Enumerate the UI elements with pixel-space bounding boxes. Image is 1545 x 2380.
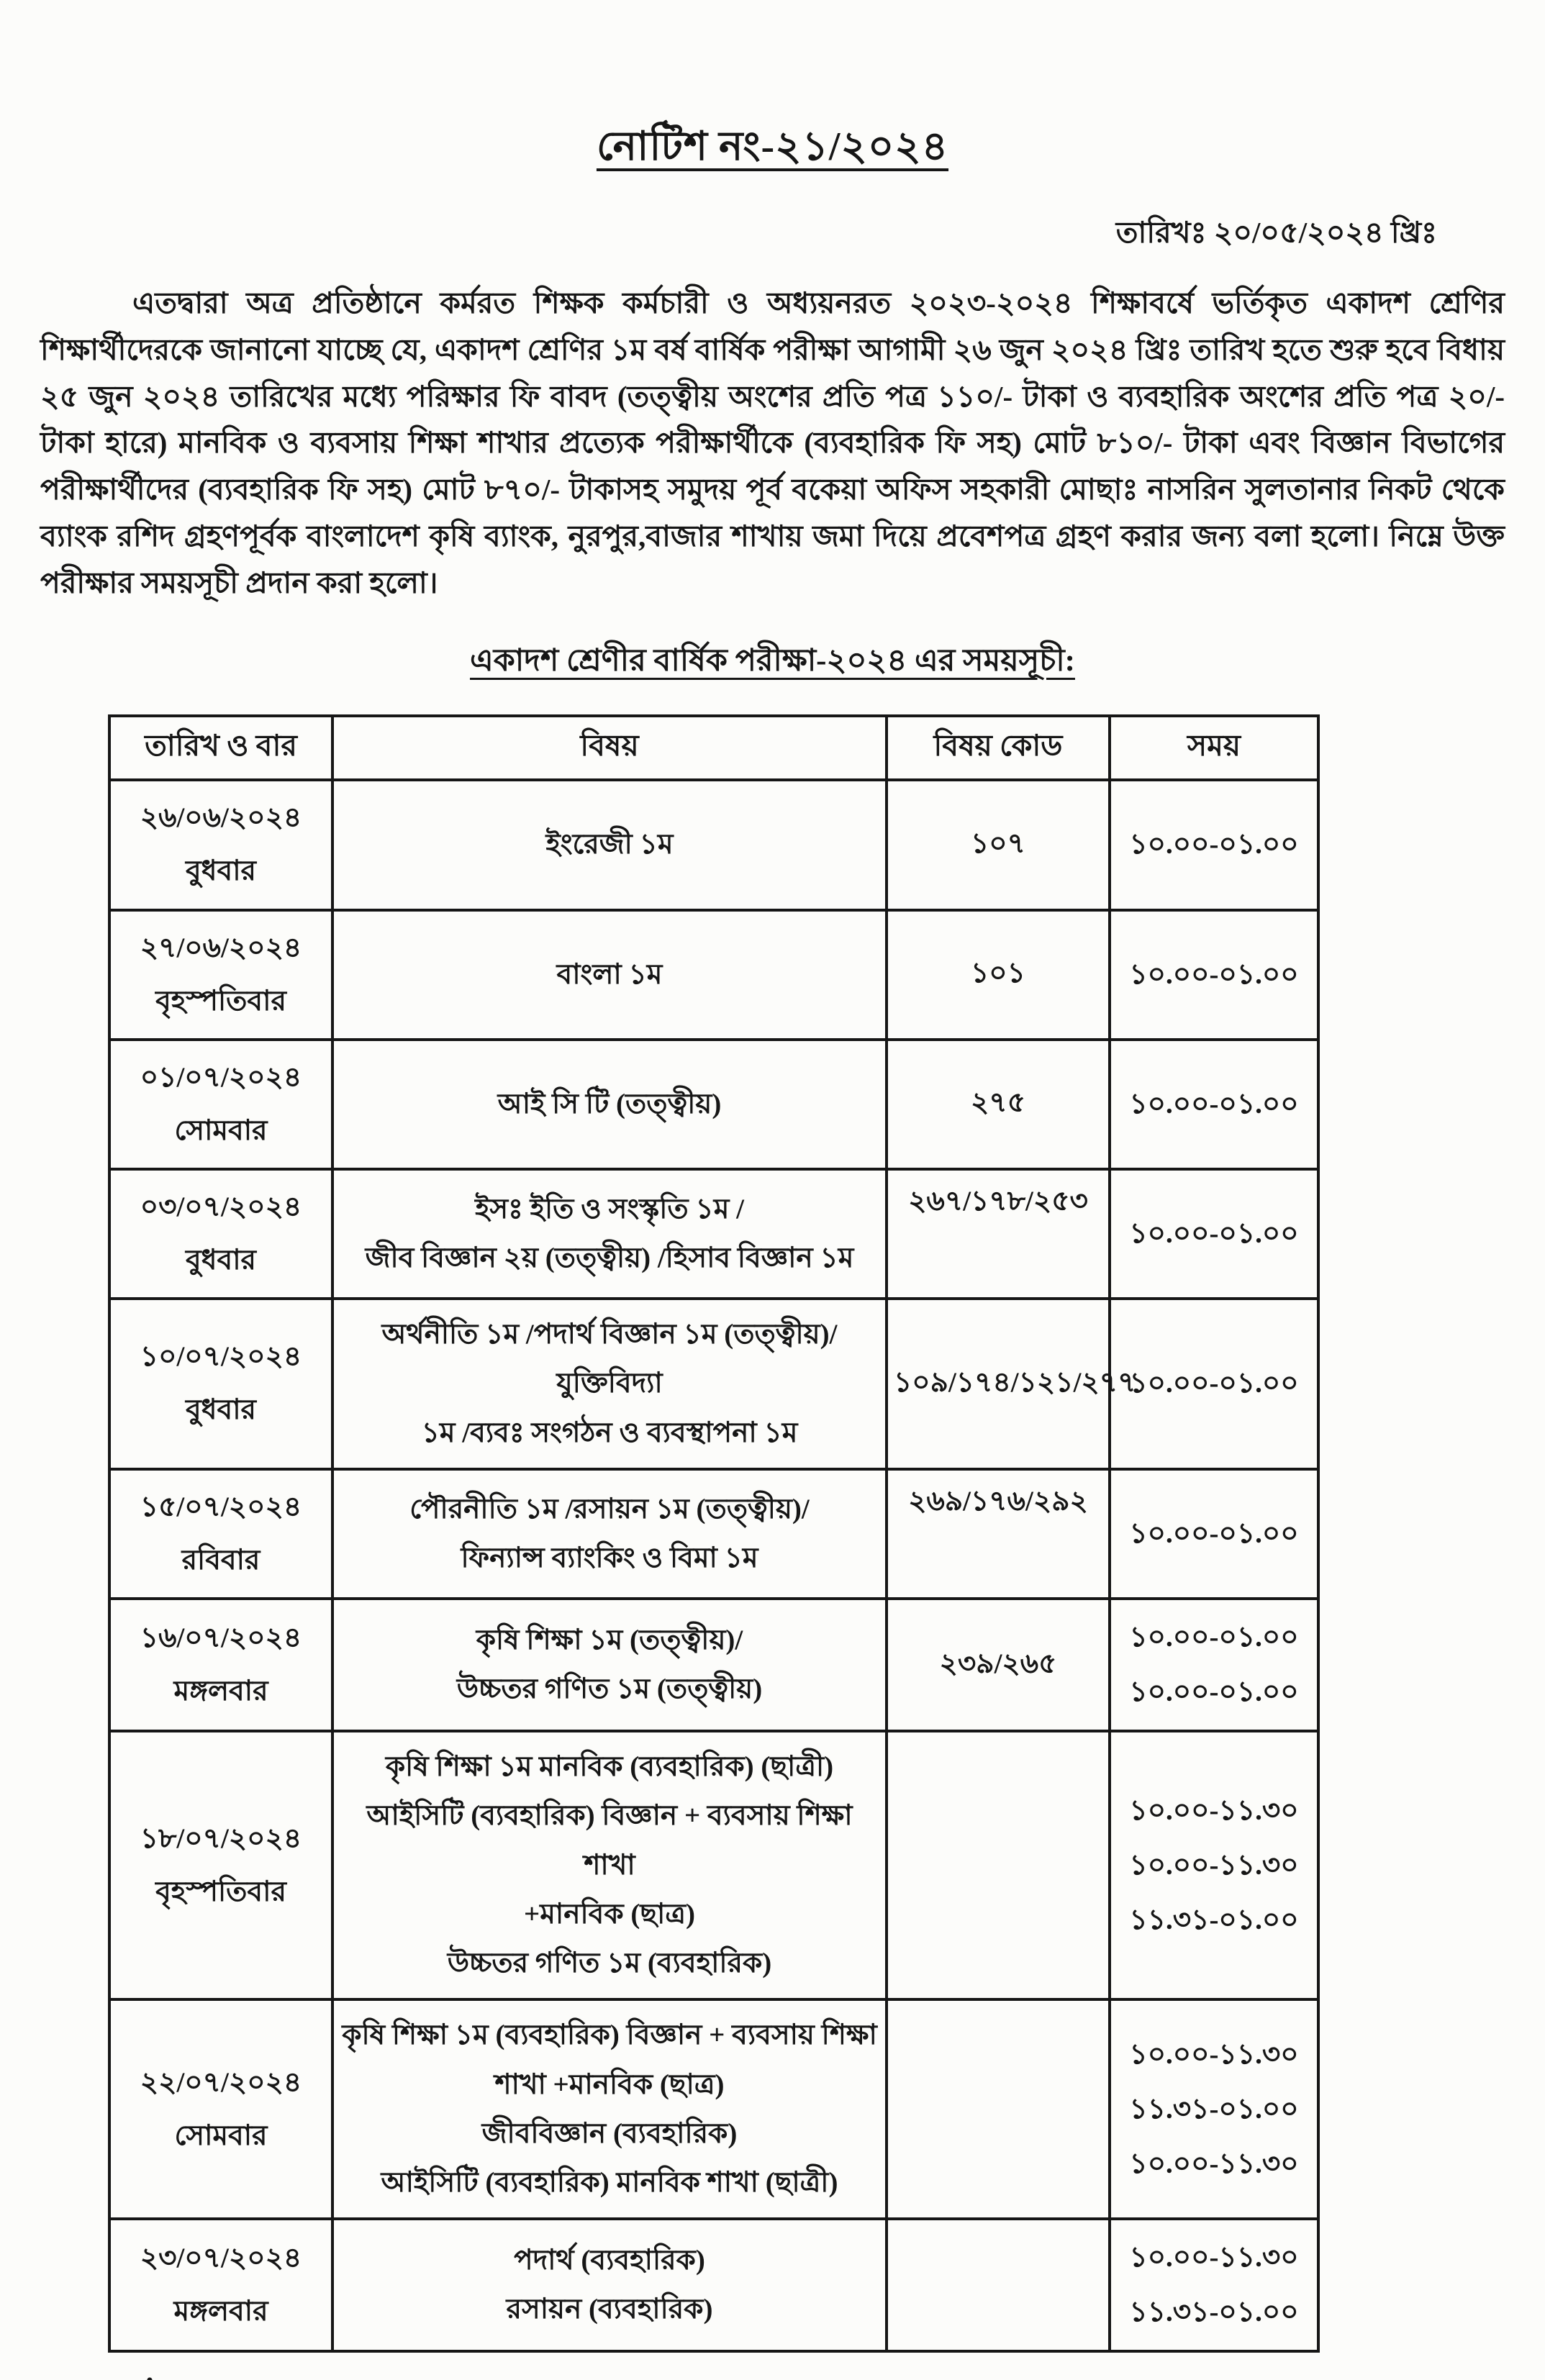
subject-cell xyxy=(332,1731,887,1999)
subject-line: কৃষি শিক্ষা ১ম (ব্যবহারিক) বিজ্ঞান + ব্যবসায় শিক্ষা xyxy=(342,2020,877,2051)
date-cell xyxy=(109,1040,332,1169)
subject-line: কৃষি শিক্ষা ১ম (তত্ত্বীয়)/ xyxy=(476,1624,743,1655)
time-line: ১০.০০-০১.০০ xyxy=(1129,1088,1299,1119)
subject-line: উচ্চতর গণিত ১ম (তত্ত্বীয়) xyxy=(456,1673,763,1705)
subject-line: রসায়ন (ব্যবহারিক) xyxy=(506,2294,713,2325)
time-line: ১০.০০-১১.৩০ xyxy=(1129,2038,1299,2070)
notice-body: এতদ্বারা অত্র প্রতিষ্ঠানে কর্মরত শিক্ষক কর্মচারী ও অধ্যয়নরত ২০২৩-২০২৪ শিক্ষাবর্ষে ভর্তিকৃত একাদশ শ্রেণির শিক্ষার্থীদেরকে জানানো যাচ্ছে যে, একাদশ শ্রেণির ১ম বর্ষ বার্ষিক পরীক্ষা আগামী ২৬ জুন ২০২৪ খ্রিঃ তারিখ হতে শুরু হবে বিধায় ২৫ জুন ২০২৪ তারিখের মধ্যে পরিক্ষার ফি বাবদ (তত্ত্বীয় অংশের প্রতি পত্র ১১০/- টাকা ও ব্যবহারিক অংশের প্রতি পত্র ২০/- টাকা হারে) মানবিক ও ব্যবসায় শিক্ষা শাখার প্রত্যেক পরীক্ষার্থীকে (ব্যবহারিক ফি সহ) মোট ৮১০/- টাকা এবং বিজ্ঞান বিভাগের পরীক্ষার্থীদের (ব্যবহারিক ফি সহ) মোট ৮৭০/- টাকাসহ সমুদয় পূর্ব বকেয়া অফিস সহকারী মোছাঃ নাসরিন সুলতানার নিকট থেকে ব্যাংক রশিদ গ্রহণপূর্বক বাংলাদেশ কৃষি ব্যাংক, নুরপুর,বাজার শাখায় জমা দিয়ে প্রবেশপত্র গ্রহণ করার জন্য বলা হলো। নিম্নে উক্ত পরীক্ষার সময়সূচী প্রদান করা হলো। xyxy=(40,286,1505,599)
header-date: তারিখ ও বার xyxy=(109,716,332,780)
exam-day: রবিবার xyxy=(181,1544,260,1576)
date-cell xyxy=(109,910,332,1040)
notice-date: তারিখঃ ২০/০৫/২০২৪ খ্রিঃ xyxy=(1115,216,1437,249)
subject-code: ২৬৭/১৭৮/২৫৩ xyxy=(908,1185,1088,1217)
code-cell xyxy=(887,1169,1110,1299)
subject-code: ১০৭ xyxy=(970,827,1026,859)
date-cell xyxy=(109,1731,332,1999)
time-cell xyxy=(1110,1040,1318,1169)
date-cell xyxy=(109,1299,332,1469)
subject-cell xyxy=(332,1999,887,2219)
subject-code: ২৩৯/২৬৫ xyxy=(939,1648,1057,1679)
exam-day: বৃহস্পতিবার xyxy=(155,1876,286,1907)
time-line: ১০.০০-০১.০০ xyxy=(1129,1622,1299,1653)
subject-code: ১০৯/১৭৪/১২১/২৭৭ xyxy=(894,1366,1136,1398)
subject-line: বাংলা ১ম xyxy=(556,958,663,990)
time-line: ১০.০০-১১.৩০ xyxy=(1129,1849,1299,1881)
code-cell xyxy=(887,1040,1110,1169)
date-cell xyxy=(109,1469,332,1599)
time-line: ১০.০০-০১.০০ xyxy=(1129,1517,1299,1549)
exam-day: মঙ্গলবার xyxy=(173,1676,268,1707)
time-line: ১০.০০-০১.০০ xyxy=(1129,829,1299,860)
exam-day: বুধবার xyxy=(185,855,257,887)
exam-day: মঙ্গলবার xyxy=(173,2296,268,2327)
schedule-table-body xyxy=(109,780,1318,2351)
table-row xyxy=(109,1469,1318,1599)
principal-signature xyxy=(1043,2366,1446,2380)
exam-date: ২৩/০৭/২০২৪ xyxy=(140,2243,302,2274)
subject-line: ফিন্যান্স ব্যাংকিং ও বিমা ১ম xyxy=(461,1542,758,1573)
exam-date: ২৭/০৬/২০২৪ xyxy=(140,932,302,963)
subject-cell xyxy=(332,1469,887,1599)
subject-cell xyxy=(332,1599,887,1731)
exam-day: বুধবার xyxy=(185,1245,257,1276)
subject-cell xyxy=(332,2219,887,2351)
subject-line: অর্থনীতি ১ম /পদার্থ বিজ্ঞান ১ম (তত্ত্বীয়)/ যুক্তিবিদ্যা xyxy=(381,1319,838,1399)
table-row xyxy=(109,780,1318,909)
subject-code: ২৭৫ xyxy=(970,1087,1026,1119)
signature-1 xyxy=(92,2358,330,2380)
code-cell xyxy=(887,1299,1136,1469)
table-row xyxy=(109,2219,1318,2351)
table-row xyxy=(109,1040,1318,1169)
subject-cell xyxy=(332,910,887,1040)
time-line: ১০.০০-০১.০০ xyxy=(1129,1217,1299,1249)
header-code: বিষয় কোড xyxy=(887,716,1110,780)
subject-line: কৃষি শিক্ষা ১ম মানবিক (ব্যবহারিক) (ছাত্রী) xyxy=(385,1751,834,1783)
header-time: সময় xyxy=(1110,716,1318,780)
code-cell xyxy=(887,910,1110,1040)
date-cell xyxy=(109,1169,332,1299)
code-cell xyxy=(887,1469,1110,1599)
schedule-caption: একাদশ শ্রেণীর বার্ষিক পরীক্ষা-২০২৪ এর সময়সূচী: xyxy=(470,644,1075,678)
subject-line: +মানবিক (ছাত্র) xyxy=(524,1898,695,1930)
exam-day: বৃহস্পতিবার xyxy=(155,985,286,1017)
exam-date: ০৩/০৭/২০২৪ xyxy=(140,1191,302,1222)
subject-line: পদার্থ (ব্যবহারিক) xyxy=(514,2245,705,2276)
time-line: ১০.০০-১১.৩০ xyxy=(1129,1794,1299,1826)
subject-line: জীববিজ্ঞান (ব্যবহারিক) xyxy=(481,2117,738,2149)
time-cell xyxy=(1110,910,1318,1040)
subject-line: আই সি টি (তত্ত্বীয়) xyxy=(497,1088,722,1119)
time-cell xyxy=(1110,1731,1318,1999)
subject-line: ইংরেজী ১ম xyxy=(545,829,674,860)
exam-date: ১০/০৭/২০২৪ xyxy=(140,1341,302,1373)
exam-date: ১৮/০৭/২০২৪ xyxy=(140,1822,302,1854)
time-line: ১০.০০-০১.০০ xyxy=(1129,1676,1299,1708)
time-cell xyxy=(1110,780,1318,909)
exam-day: সোমবার xyxy=(174,2120,268,2151)
time-line: ১০.০০-১১.৩০ xyxy=(1129,2148,1299,2179)
code-cell xyxy=(887,2219,1110,2351)
subject-line: ইসঃ ইতি ও সংস্কৃতি ১ম / xyxy=(475,1193,744,1225)
exam-date: ২২/০৭/২০২৪ xyxy=(140,2066,302,2098)
table-row xyxy=(109,1299,1318,1469)
code-cell xyxy=(887,1731,1110,1999)
code-cell xyxy=(887,780,1110,909)
time-line: ১০.০০-১১.৩০ xyxy=(1129,2242,1299,2274)
time-cell xyxy=(1110,1999,1318,2219)
subject-line: শাখা +মানবিক (ছাত্র) xyxy=(494,2068,725,2100)
time-cell xyxy=(1110,1599,1318,1731)
exam-date: ০১/০৭/২০২৪ xyxy=(140,1061,302,1093)
header-subject: বিষয় xyxy=(332,716,887,780)
page-title: নোটিশ নং-২১/২০২৪ xyxy=(596,124,949,169)
subject-cell xyxy=(332,1040,887,1169)
subject-code: ২৬৯/১৭৬/২৯২ xyxy=(908,1485,1088,1517)
time-cell xyxy=(1110,1169,1318,1299)
signature-section xyxy=(0,2353,1545,2380)
time-line: ১০.০০-০১.০০ xyxy=(1129,1368,1299,1399)
subject-cell xyxy=(332,780,887,909)
date-cell xyxy=(109,2219,332,2351)
exam-date: ১৫/০৭/২০২৪ xyxy=(140,1491,302,1522)
subject-cell xyxy=(332,1169,887,1299)
date-cell xyxy=(109,1999,332,2219)
subject-code: ১০১ xyxy=(971,958,1025,989)
subject-line: আইসিটি (ব্যবহারিক) মানবিক শাখা (ছাত্রী) xyxy=(381,2167,838,2199)
exam-schedule-table xyxy=(108,714,1320,2353)
time-cell xyxy=(1110,1469,1318,1599)
date-cell xyxy=(109,1599,332,1731)
subject-line: জীব বিজ্ঞান ২য় (তত্ত্বীয়) /হিসাব বিজ্ঞান ১ম xyxy=(365,1243,854,1274)
time-line: ১১.৩১-০১.০০ xyxy=(1129,2297,1299,2328)
subject-line: পৌরনীতি ১ম /রসায়ন ১ম (তত্ত্বীয়)/ xyxy=(409,1493,810,1525)
subject-line: উচ্চতর গণিত ১ম (ব্যবহারিক) xyxy=(447,1948,772,1979)
time-line: ১১.৩১-০১.০০ xyxy=(1129,1904,1299,1935)
subject-line: ১ম /ব্যবঃ সংগঠন ও ব্যবস্থাপনা ১ম xyxy=(421,1417,798,1448)
subject-cell xyxy=(332,1299,887,1469)
table-row xyxy=(109,1731,1318,1999)
exam-day: সোমবার xyxy=(174,1114,268,1146)
date-cell xyxy=(109,780,332,909)
code-cell xyxy=(887,1599,1110,1731)
exam-date: ১৬/০৭/২০২৪ xyxy=(140,1622,302,1653)
table-row xyxy=(109,910,1318,1040)
table-row xyxy=(109,1599,1318,1731)
table-row xyxy=(109,1999,1318,2219)
subject-line: আইসিটি (ব্যবহারিক) বিজ্ঞান + ব্যবসায় শিক্ষা শাখা xyxy=(366,1800,853,1881)
table-header-row xyxy=(109,716,1318,780)
time-line: ১১.৩১-০১.০০ xyxy=(1129,2093,1299,2125)
exam-day: বুধবার xyxy=(185,1394,257,1426)
time-cell xyxy=(1110,1299,1318,1469)
time-line: ১০.০০-০১.০০ xyxy=(1129,958,1299,990)
exam-date: ২৬/০৬/২০২৪ xyxy=(140,802,302,834)
table-row xyxy=(109,1169,1318,1299)
time-cell xyxy=(1110,2219,1318,2351)
code-cell xyxy=(887,1999,1110,2219)
